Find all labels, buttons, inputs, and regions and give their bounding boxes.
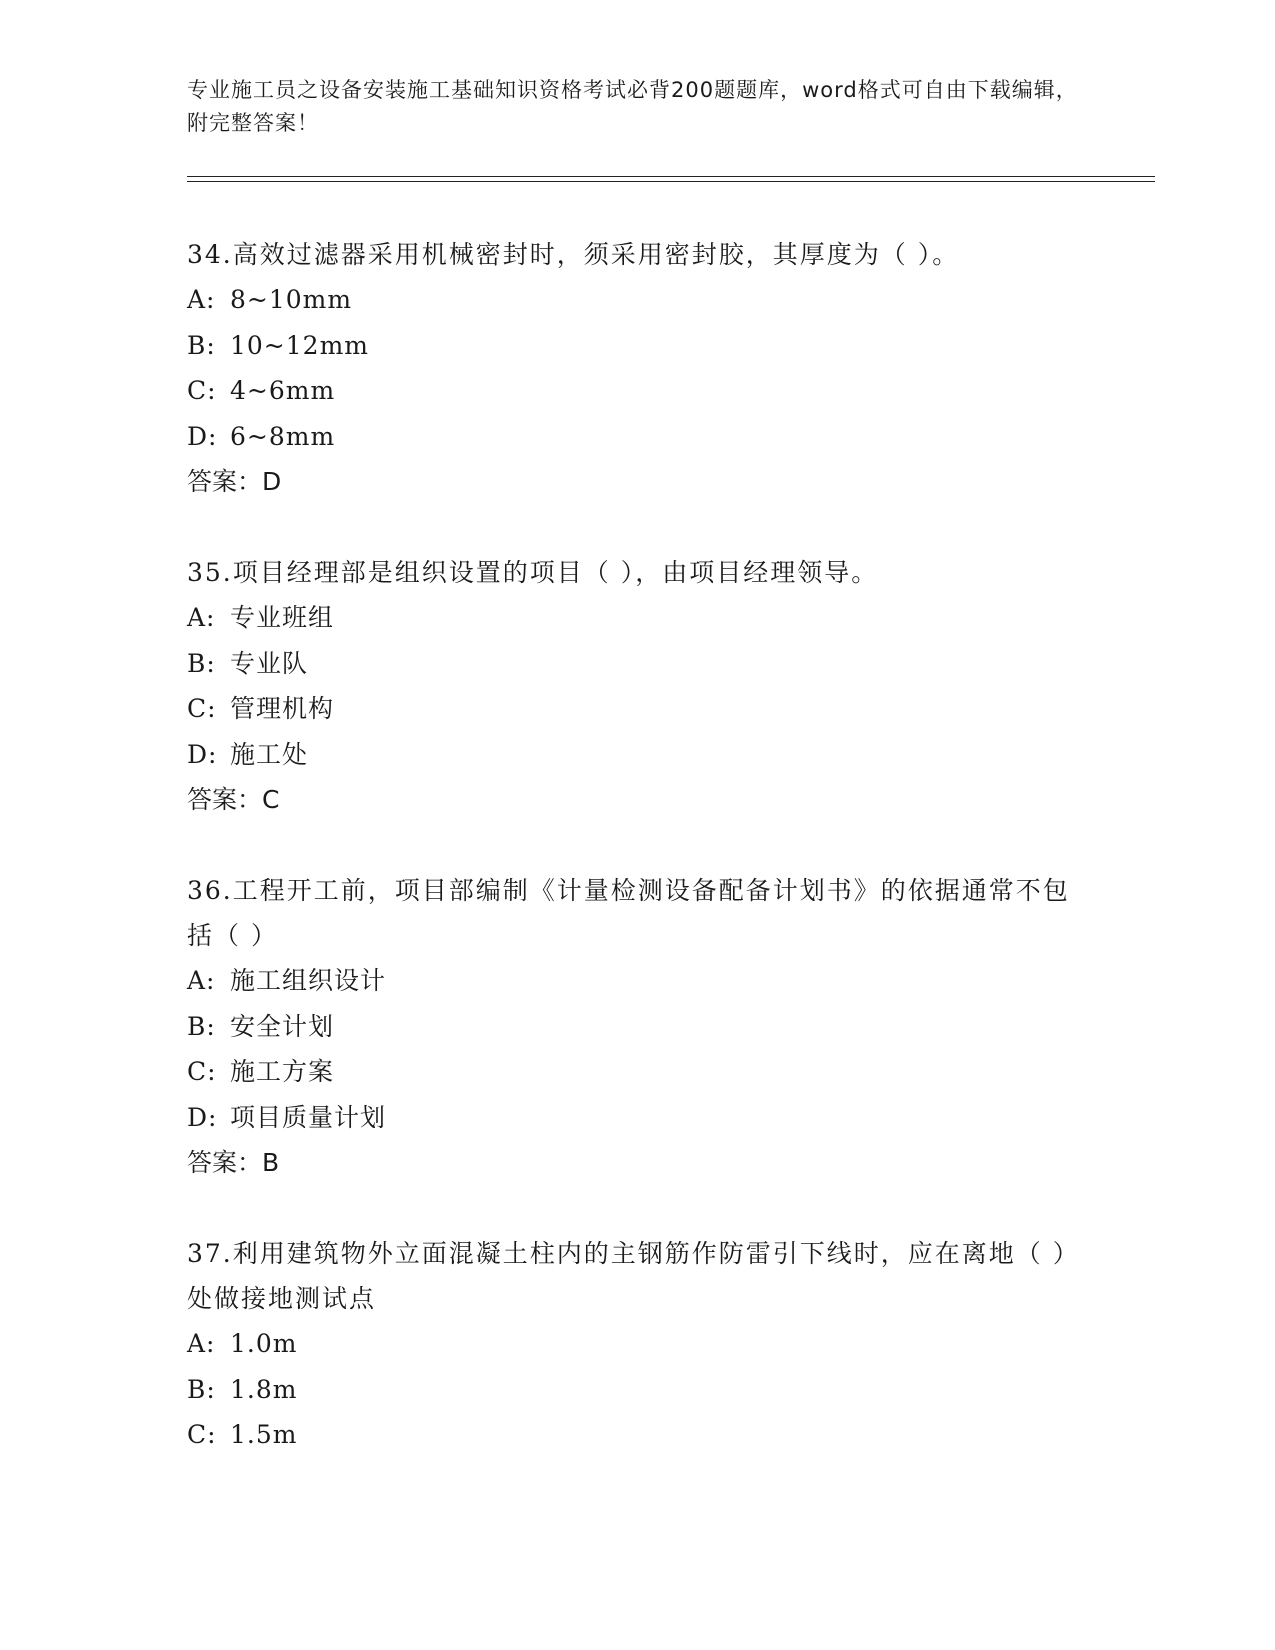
option-text: 1.5m — [230, 1420, 298, 1449]
option-d — [187, 1095, 1087, 1141]
option-c — [187, 1049, 1087, 1095]
question-list — [187, 232, 1087, 1504]
question-36 — [187, 868, 1087, 1185]
option-label: C: — [187, 1420, 217, 1449]
option-label: A: — [187, 603, 216, 632]
option-text: 1.8m — [230, 1374, 298, 1404]
option-c — [187, 686, 1087, 732]
option-text: 8~10mm — [230, 285, 353, 314]
option-b — [187, 1004, 1087, 1050]
option-a — [187, 277, 1087, 323]
option-label: C: — [187, 694, 217, 723]
option-text: 施工组织设计 — [230, 966, 387, 995]
option-label: D: — [187, 739, 218, 769]
option-label: B: — [187, 1011, 216, 1041]
option-d — [187, 732, 1087, 778]
option-text: 安全计划 — [230, 1011, 335, 1041]
option-text: 专业队 — [230, 648, 309, 678]
option-label: A: — [187, 285, 216, 314]
option-text: 6~8mm — [230, 421, 336, 451]
option-d — [187, 414, 1087, 460]
header-divider-bottom — [187, 181, 1155, 182]
question-text: 34.高效过滤器采用机械密封时，须采用密封胶，其厚度为（ ）。 — [187, 240, 960, 269]
option-text: 10~12mm — [230, 330, 369, 360]
answer: 答案：B — [187, 1148, 280, 1177]
option-label: C: — [187, 1057, 217, 1086]
option-label: A: — [187, 1329, 216, 1358]
header-divider-top — [187, 176, 1155, 177]
answer: 答案：D — [187, 467, 282, 496]
question-text: 37.利用建筑物外立面混凝土柱内的主钢筋作防雷引下线时，应在离地（ ）处做接地测试点 — [187, 1239, 1080, 1313]
option-b — [187, 641, 1087, 687]
option-b — [187, 323, 1087, 369]
option-text: 4~6mm — [230, 376, 336, 405]
answer: 答案：C — [187, 785, 280, 814]
option-label: C: — [187, 376, 217, 405]
option-label: B: — [187, 330, 216, 360]
question-text: 35.项目经理部是组织设置的项目（ ），由项目经理领导。 — [187, 558, 879, 587]
question-35 — [187, 550, 1087, 822]
option-label: D: — [187, 421, 218, 451]
option-text: 专业班组 — [230, 603, 335, 632]
option-a — [187, 595, 1087, 641]
question-34 — [187, 232, 1087, 504]
option-label: D: — [187, 1102, 218, 1132]
question-text: 36.工程开工前，项目部编制《计量检测设备配备计划书》的依据通常不包括（ ） — [187, 876, 1070, 950]
option-text: 施工方案 — [230, 1057, 335, 1086]
option-text: 1.0m — [230, 1329, 298, 1358]
option-b — [187, 1367, 1087, 1413]
document-header: 专业施工员之设备安装施工基础知识资格考试必背200题题库，word格式可自由下载编辑，附完整答案！ — [187, 78, 1078, 135]
option-c — [187, 368, 1087, 414]
option-label: B: — [187, 648, 216, 678]
option-label: B: — [187, 1374, 216, 1404]
option-c — [187, 1412, 1087, 1458]
option-a — [187, 1321, 1087, 1367]
option-text: 项目质量计划 — [230, 1102, 387, 1132]
option-text: 施工处 — [230, 739, 309, 769]
option-label: A: — [187, 966, 216, 995]
option-text: 管理机构 — [230, 694, 335, 723]
question-37 — [187, 1231, 1087, 1458]
option-a — [187, 958, 1087, 1004]
